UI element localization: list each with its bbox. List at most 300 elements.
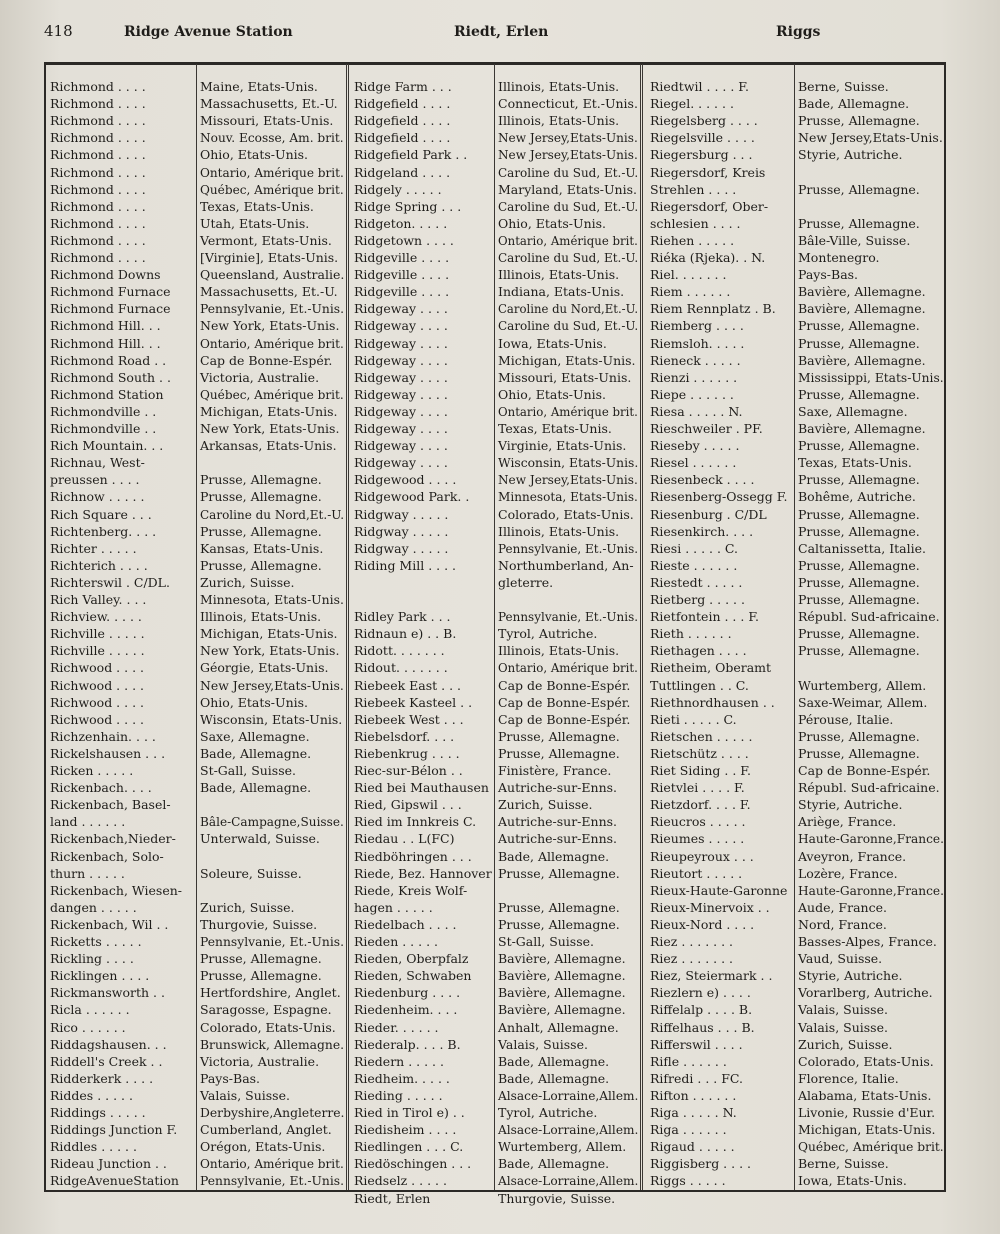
entry-place: New Jersey,Etats-Unis. [200, 677, 344, 693]
entry-place: Valais, Suisse. [498, 1036, 588, 1052]
entry-name: Rieumes . . . . . [650, 831, 745, 847]
entry-place: Saxe-Weimar, Allem. [798, 694, 928, 710]
entry-name: Ridgeville . . . . [354, 284, 450, 300]
entry-name: Rietschütz . . . . [650, 745, 749, 761]
entry-place: Texas, Etats-Unis. [798, 455, 912, 471]
entry-name: Riemberg . . . . [650, 318, 744, 334]
entry-name: Rich Valley. . . . [50, 592, 147, 607]
entry-name: Riedern . . . . . [354, 1053, 444, 1069]
entry-name: Riegel. . . . . . [650, 96, 734, 112]
entry-place: Missouri, Etats-Unis. [200, 113, 334, 129]
entry-name: Ridgefield . . . . [354, 96, 451, 112]
entry-place: Orégon, Etats-Unis. [200, 1139, 326, 1155]
entry-name: Riedböhringen . . . [354, 848, 472, 864]
entry-name: Riebeek East . . . [354, 677, 462, 693]
entry-place: Styrie, Autriche. [798, 147, 903, 163]
entry-name: Riedöschingen . . . [354, 1156, 472, 1172]
entry-place: Illinois, Etats-Unis. [498, 267, 620, 283]
entry-name: Riemsloh. . . . . [650, 335, 745, 351]
entry-name: Riebelsdorf. . . . [354, 728, 455, 744]
entry-name: Rieux-Minervoix . . [650, 899, 770, 915]
entry-place: Prusse, Allemagne. [798, 318, 920, 334]
entry-place: Géorgie, Etats-Unis. [200, 660, 329, 676]
entry-name: Richmond . . . . [50, 181, 146, 197]
entry-name: Ridgeville . . . . [354, 267, 450, 283]
entry-name: Richmond Furnace [50, 284, 171, 300]
entry-place: Caltanissetta, Italie. [798, 540, 926, 556]
entry-name: Rieucros . . . . . [650, 814, 746, 830]
entry-name: Ridgefield . . . . [354, 113, 451, 129]
entry-place: Minnesota, Etats-Unis. [200, 592, 344, 607]
header-left: Ridge Avenue Station [124, 24, 293, 40]
entry-place: Michigan, Etats-Unis. [798, 1122, 936, 1138]
entry-name: Richwood . . . . [50, 711, 145, 727]
entry-name: Ridgefield Park . . [354, 147, 468, 163]
entry-name: Riebeek West . . . [354, 711, 464, 727]
entry-place: Saragosse, Espagne. [200, 1002, 332, 1018]
entry-place: Pays-Bas. [798, 267, 859, 283]
entry-place: Pennsylvanie, Et.-Unis. [200, 301, 345, 317]
entry-name: Riehen . . . . . [650, 232, 735, 248]
entry-place: Massachusetts, Et.-U. [200, 284, 338, 300]
entry-place: Prusse, Allemagne. [200, 489, 322, 505]
entry-name: Richmond . . . . [50, 113, 146, 129]
entry-name: Ricla . . . . . . [50, 1002, 130, 1018]
entry-place: Nord, France. [798, 916, 887, 932]
entry-place: Haute-Garonne,France. [798, 831, 944, 847]
entry-name: Rickling . . . . [50, 951, 134, 967]
entry-place: Illinois, Etats-Unis. [200, 609, 322, 625]
entry-place: Illinois, Etats-Unis. [498, 523, 620, 539]
entry-name: Richmond . . . . [50, 147, 146, 163]
entry-place: Tyrol, Autriche. [498, 1105, 598, 1120]
entry-name: Ridgeland . . . . [354, 164, 451, 180]
entry-place: Nouv. Ecosse, Am. brit. [200, 130, 344, 146]
entry-name: Rietheim, Oberamt [650, 660, 772, 676]
entry-place: Alsace-Lorraine,Allem. [498, 1173, 639, 1189]
entry-name: Rietfontein . . . F. [650, 609, 760, 625]
entry-name: Ridgeway . . . . [354, 318, 448, 334]
entry-place: Prusse, Allemagne. [200, 968, 322, 984]
entry-name: Riederalp. . . . B. [354, 1036, 461, 1052]
entry-name: Rienzi . . . . . . [650, 369, 738, 385]
entry-place: Hertfordshire, Anglet. [200, 985, 341, 1001]
entry-place: Ohio, Etats-Unis. [498, 386, 607, 402]
entry-name: Richmond . . . . [50, 198, 146, 214]
entry-name: thurn . . . . . [50, 865, 125, 881]
entry-place: Ohio, Etats-Unis. [200, 694, 309, 710]
column-rule [346, 64, 349, 1190]
entry-place: Berne, Suisse. [798, 1156, 889, 1172]
entry-place: [Virginie], Etats-Unis. [200, 250, 339, 265]
entry-name: Ridgeton. . . . . [354, 215, 448, 231]
entry-place: Texas, Etats-Unis. [200, 198, 314, 214]
entry-place: Prusse, Allemagne. [798, 574, 920, 590]
entry-place: Haute-Garonne,France. [798, 882, 944, 898]
entry-place: Cap de Bonne-Espér. [498, 677, 631, 693]
entry-name: Rieden, Oberpfalz [354, 951, 469, 967]
entry-place: Pennsylvanie, Et.-Unis. [498, 540, 639, 556]
entry-name: Ricketts . . . . . [50, 934, 142, 949]
entry-place: Arkansas, Etats-Unis. [200, 438, 337, 454]
entry-name: Richmond Downs [50, 267, 161, 283]
entry-name: Riegersdorf, Ober- [650, 198, 769, 214]
entry-name: Riegersdorf, Kreis [650, 164, 766, 180]
entry-name: Riesenberg-Ossegg F. [650, 489, 788, 505]
entry-place: Saxe, Allemagne. [798, 403, 908, 419]
entry-name: Riesenburg . C/DL [650, 506, 767, 522]
entry-place: New York, Etats-Unis. [200, 421, 340, 436]
entry-name: Rieseby . . . . . [650, 438, 740, 454]
entry-place: Texas, Etats-Unis. [498, 421, 612, 436]
entry-place: Pérouse, Italie. [798, 711, 894, 727]
entry-name: Ridgewood . . . . [354, 472, 457, 488]
entry-name: Richville . . . . . [50, 643, 145, 659]
entry-place: Styrie, Autriche. [798, 797, 903, 813]
entry-place: Vaud, Suisse. [798, 951, 883, 967]
entry-place: Colorado, Etats-Unis. [498, 506, 634, 522]
entry-name: Rickenbach, Wiesen- [50, 882, 182, 898]
entry-place: Zurich, Suisse. [498, 797, 593, 813]
entry-place: Prusse, Allemagne. [798, 523, 920, 539]
entry-name: Tuttlingen . . C. [650, 677, 749, 693]
entry-name: Riddes . . . . . [50, 1087, 133, 1103]
entry-name: Richtenberg. . . . [50, 523, 157, 539]
entry-place: Prusse, Allemagne. [798, 592, 920, 607]
entry-name: Rieux-Nord . . . . [650, 916, 755, 932]
entry-name: Riem Rennplatz . B. [650, 301, 776, 317]
entry-name: Richville . . . . . [50, 626, 145, 642]
entry-place: Bade, Allemagne. [498, 1070, 610, 1086]
entry-name: Richview. . . . . [50, 609, 142, 625]
entry-place: Bavière, Allemagne. [498, 968, 626, 984]
entry-place: Vermont, Etats-Unis. [200, 232, 332, 248]
entry-place: Styrie, Autriche. [798, 968, 903, 984]
entry-place: Lozère, France. [798, 865, 898, 881]
entry-name: Rieden, Schwaben [354, 968, 472, 984]
entry-place: Autriche-sur-Enns. [498, 814, 618, 830]
entry-place: Prusse, Allemagne. [798, 472, 920, 488]
entry-place: Caroline du Sud, Et.-U. [498, 250, 639, 265]
entry-place: Connecticut, Et.-Unis. [498, 96, 638, 112]
entry-place: Alsace-Lorraine,Allem. [498, 1122, 639, 1138]
entry-place: Caroline du Sud, Et.-U. [498, 198, 639, 214]
entry-name: Rietvlei . . . . F. [650, 780, 745, 796]
entry-name: Richterswil . C/DL. [50, 574, 170, 590]
entry-place: Autriche-sur-Enns. [498, 831, 618, 847]
entry-place: Prusse, Allemagne. [798, 438, 920, 454]
entry-place: Indiana, Etats-Unis. [498, 284, 625, 300]
entry-place: Bâle-Campagne,Suisse. [200, 814, 344, 830]
entry-name: Riepe . . . . . . [650, 386, 734, 402]
entry-name: Rieschweiler . PF. [650, 421, 763, 436]
entry-name: Rich Square . . . [50, 506, 152, 522]
entry-place: Illinois, Etats-Unis. [498, 643, 620, 659]
entry-name: Ridgefield . . . . [354, 130, 451, 146]
header-center: Riedt, Erlen [454, 24, 549, 40]
entry-place: Livonie, Russie d'Eur. [798, 1105, 936, 1120]
entry-name: Richmond . . . . [50, 215, 146, 231]
entry-place: Michigan, Etats-Unis. [200, 626, 338, 642]
entry-name: Rieneck . . . . . [650, 352, 741, 368]
entry-name: Riga . . . . . N. [650, 1105, 737, 1120]
entry-place: Caroline du Nord,Et.-U. [498, 301, 639, 317]
entry-name: Richterich . . . . [50, 557, 148, 573]
entry-place: Alsace-Lorraine,Allem. [498, 1087, 639, 1103]
entry-place: Thurgovie, Suisse. [200, 916, 318, 932]
entry-name: Riem . . . . . . [650, 284, 731, 300]
entry-place: Québec, Amérique brit. [200, 181, 344, 197]
entry-place: Bade, Allemagne. [798, 96, 910, 112]
entry-name: Riesenkirch. . . . [650, 523, 754, 539]
entry-place: Valais, Suisse. [798, 1002, 888, 1018]
entry-name: Rifle . . . . . . [650, 1053, 727, 1069]
entry-name: Riebenkrug . . . . [354, 745, 460, 761]
entry-name: Ridout. . . . . . . [354, 660, 448, 676]
entry-name: Riddell's Creek . . [50, 1053, 163, 1069]
entry-name: Riethnordhausen . . [650, 694, 775, 710]
entry-place: Basses-Alpes, France. [798, 934, 937, 949]
entry-place: Prusse, Allemagne. [498, 916, 620, 932]
entry-place: Prusse, Allemagne. [498, 899, 620, 915]
entry-place: Cap de Bonne-Espér. [798, 763, 931, 778]
entry-place: Missouri, Etats-Unis. [498, 369, 632, 385]
entry-name: Rieux-Haute-Garonne [650, 882, 788, 898]
entry-place: Colorado, Etats-Unis. [200, 1019, 336, 1035]
entry-place: Victoria, Australie. [200, 1053, 320, 1069]
entry-name: Riebeek Kasteel . . [354, 694, 473, 710]
entry-name: Riedenburg . . . . [354, 985, 461, 1001]
entry-place: Prusse, Allemagne. [498, 745, 620, 761]
entry-name: Ridgely . . . . . [354, 181, 442, 197]
entry-name: Rieding . . . . . [354, 1087, 443, 1103]
entry-name: Riedau . . L(FC) [354, 831, 455, 847]
entry-place: Cap de Bonne-Espér. [498, 711, 631, 727]
entry-name: Rideau Junction . . [50, 1156, 167, 1172]
entry-place: St-Gall, Suisse. [498, 934, 595, 949]
entry-place: Ohio, Etats-Unis. [200, 147, 309, 163]
entry-place: Pays-Bas. [200, 1070, 261, 1086]
entry-place: Brunswick, Allemagne. [200, 1036, 345, 1052]
entry-place: Saxe, Allemagne. [200, 728, 310, 744]
entry-place: Prusse, Allemagne. [798, 215, 920, 231]
entry-place: Prusse, Allemagne. [498, 728, 620, 744]
entry-place: Aveyron, France. [798, 848, 907, 864]
entry-name: Ridnaun e) . . B. [354, 626, 457, 642]
entry-name: Rico . . . . . . [50, 1019, 126, 1035]
entry-place: Berne, Suisse. [798, 79, 889, 94]
entry-place: Cap de Bonne-Espér. [200, 352, 333, 368]
entry-name: Ried in Tirol e) . . [354, 1105, 465, 1120]
entry-place: Bavière, Allemagne. [498, 1002, 626, 1018]
entry-name: Ridgeway . . . . [354, 301, 448, 317]
entry-name: Riedlingen . . . C. [354, 1139, 464, 1155]
running-header [0, 0, 1000, 60]
entry-name: Riggs . . . . . [650, 1173, 726, 1189]
entry-name: Riedisheim . . . . [354, 1122, 457, 1138]
entry-name: Rickenbach. . . . [50, 780, 152, 796]
entry-name: Richmond Hill. . . [50, 335, 161, 351]
entry-place: Victoria, Australie. [200, 369, 320, 385]
entry-place: Bavière, Allemagne. [798, 284, 926, 300]
entry-place: Utah, Etats-Unis. [200, 215, 310, 231]
entry-name: Riffelhaus . . . B. [650, 1019, 755, 1035]
entry-place: Cap de Bonne-Espér. [498, 694, 631, 710]
entry-name: Ridgway . . . . . [354, 540, 449, 556]
entry-name: Ridderkerk . . . . [50, 1070, 154, 1086]
entry-place: Montenegro. [798, 250, 880, 265]
entry-place: Bavière, Allemagne. [798, 421, 926, 436]
entry-place: Vorarlberg, Autriche. [798, 985, 933, 1001]
entry-place: St-Gall, Suisse. [200, 763, 297, 778]
entry-name: Ridgway . . . . . [354, 506, 449, 522]
entry-name: Rieupeyroux . . . [650, 848, 754, 864]
entry-place: Maine, Etats-Unis. [200, 79, 318, 94]
entry-name: Riez . . . . . . . [650, 934, 734, 949]
entry-name: Riegersburg . . . [650, 147, 753, 163]
entry-place: Bavière, Allemagne. [798, 301, 926, 317]
entry-place: Soleure, Suisse. [200, 865, 302, 881]
entry-name: Richwood . . . . [50, 694, 145, 710]
entry-name: Ridgeville . . . . [354, 250, 450, 265]
entry-name: Ridgeway . . . . [354, 369, 448, 385]
entry-place: Kansas, Etats-Unis. [200, 540, 324, 556]
entry-place: Caroline du Sud, Et.-U. [498, 318, 639, 334]
entry-place: Prusse, Allemagne. [798, 728, 920, 744]
entry-place: Prusse, Allemagne. [798, 113, 920, 129]
entry-place: Pennsylvanie, Et.-Unis. [498, 609, 639, 625]
entry-name: Rickenbach, Solo- [50, 848, 164, 864]
entry-place: Illinois, Etats-Unis. [498, 79, 620, 94]
entry-name: Riezlern e) . . . . [650, 985, 751, 1001]
entry-name: Rietschen . . . . . [650, 728, 753, 744]
entry-place: Finistère, France. [498, 763, 612, 778]
entry-name: Ridge Farm . . . [354, 79, 452, 94]
entry-place: Québec, Amérique brit. [798, 1139, 944, 1155]
entry-name: Riga . . . . . . [650, 1122, 727, 1138]
entry-name: schlesien . . . . [650, 215, 741, 231]
entry-place: gleterre. [498, 574, 554, 590]
column-rule [794, 64, 795, 1190]
entry-name: Ridgway . . . . . [354, 523, 449, 539]
entry-name: Ridgeway . . . . [354, 352, 448, 368]
entry-name: Rifredi . . . FC. [650, 1070, 743, 1086]
entry-place: Ontario, Amérique brit. [498, 660, 638, 676]
entry-name: Ridott. . . . . . . [354, 643, 445, 659]
entry-place: Wurtemberg, Allem. [798, 677, 927, 693]
entry-place: Québec, Amérique brit. [200, 386, 344, 402]
entry-name: Ried im Innkreis C. [354, 814, 477, 830]
entry-place: Valais, Suisse. [200, 1087, 290, 1103]
entry-name: Richter . . . . . [50, 540, 137, 556]
entry-name: Rickmansworth . . [50, 985, 165, 1001]
entry-place: New Jersey,Etats-Unis. [498, 147, 638, 163]
entry-place: Prusse, Allemagne. [200, 523, 322, 539]
entry-name: land . . . . . . [50, 814, 126, 830]
page-number: 418 [44, 22, 73, 40]
entry-name: Riedtwil . . . . F. [650, 79, 749, 94]
entry-place: Tyrol, Autriche. [498, 626, 598, 642]
entry-place: Wisconsin, Etats-Unis. [498, 455, 639, 471]
entry-name: Richwood . . . . [50, 660, 145, 676]
entry-place: Ontario, Amérique brit. [498, 232, 638, 248]
entry-name: Ridge Spring . . . [354, 198, 462, 214]
entry-name: Ridgeway . . . . [354, 438, 448, 454]
entry-name: Ried, Gipswil . . . [354, 797, 462, 813]
entry-name: Richmond South . . [50, 369, 171, 385]
entry-place: Bavière, Allemagne. [498, 985, 626, 1001]
entry-name: Richmond Furnace [50, 301, 171, 317]
entry-place: Florence, Italie. [798, 1070, 899, 1086]
entry-name: Riez, Steiermark . . [650, 968, 773, 984]
entry-place: Michigan, Etats-Unis. [498, 352, 636, 368]
entry-place: Minnesota, Etats-Unis. [498, 489, 638, 505]
entry-name: Rigaud . . . . . [650, 1139, 735, 1155]
entry-place: Caroline du Nord,Et.-U. [200, 506, 345, 522]
entry-name: Rieder. . . . . . [354, 1019, 439, 1035]
entry-name: Riedelbach . . . . [354, 916, 457, 932]
entry-name: Rieste . . . . . . [650, 557, 738, 573]
entry-place: Zurich, Suisse. [200, 899, 295, 915]
entry-place: Queensland, Australie. [200, 267, 345, 283]
entry-name: Rietberg . . . . . [650, 592, 745, 607]
entry-place: Prusse, Allemagne. [200, 472, 322, 488]
column-rule [494, 64, 495, 1190]
entry-name: Richmond . . . . [50, 130, 146, 146]
entry-name: Riedt, Erlen [354, 1190, 431, 1206]
entry-name: Richmond . . . . [50, 96, 146, 112]
entry-place: Prusse, Allemagne. [798, 745, 920, 761]
entry-name: Riethagen . . . . [650, 643, 747, 659]
entry-name: Riesel . . . . . . [650, 455, 737, 471]
entry-place: Prusse, Allemagne. [798, 181, 920, 197]
entry-name: Riec-sur-Bélon . . [354, 763, 463, 778]
entry-place: Pennsylvanie, Et.-Unis. [200, 1173, 345, 1189]
entry-name: Ricklingen . . . . [50, 968, 150, 984]
entry-place: Prusse, Allemagne. [798, 557, 920, 573]
entry-place: Prusse, Allemagne. [798, 643, 920, 659]
entry-name: Riet Siding . . F. [650, 763, 751, 778]
entry-place: Illinois, Etats-Unis. [498, 113, 620, 129]
entry-place: Zurich, Suisse. [798, 1036, 893, 1052]
entry-name: Richmondville . . [50, 403, 157, 419]
entry-place: Mississippi, Etats-Unis. [798, 369, 944, 385]
entry-place: Prusse, Allemagne. [798, 386, 920, 402]
entry-name: Rickenbach,Nieder- [50, 831, 176, 847]
entry-place: Alabama, Etats-Unis. [798, 1087, 932, 1103]
entry-place: Colorado, Etats-Unis. [798, 1053, 934, 1069]
entry-place: Michigan, Etats-Unis. [200, 403, 338, 419]
entry-place: Bavière, Allemagne. [498, 951, 626, 967]
entry-name: Riestedt . . . . . [650, 574, 743, 590]
entry-place: Ohio, Etats-Unis. [498, 215, 607, 231]
entry-place: Wisconsin, Etats-Unis. [200, 711, 343, 727]
entry-name: Riedselz . . . . . [354, 1173, 447, 1189]
entry-place: Maryland, Etats-Unis. [498, 181, 637, 197]
entry-name: Rickenbach, Wil . . [50, 916, 169, 932]
entry-name: Ridgewood Park. . [354, 489, 470, 505]
entry-place: Bade, Allemagne. [200, 780, 312, 796]
entry-place: Anhalt, Allemagne. [498, 1019, 619, 1035]
entry-name: Rieutort . . . . . [650, 865, 743, 881]
entry-name: Riez . . . . . . . [650, 951, 734, 967]
header-right: Riggs [776, 24, 821, 40]
entry-name: Richwood . . . . [50, 677, 145, 693]
entry-name: Riedenheim. . . . [354, 1002, 458, 1018]
entry-place: Ontario, Amérique brit. [200, 335, 344, 351]
entry-name: Riesa . . . . . N. [650, 403, 743, 419]
entry-name: Riddings Junction F. [50, 1122, 178, 1138]
